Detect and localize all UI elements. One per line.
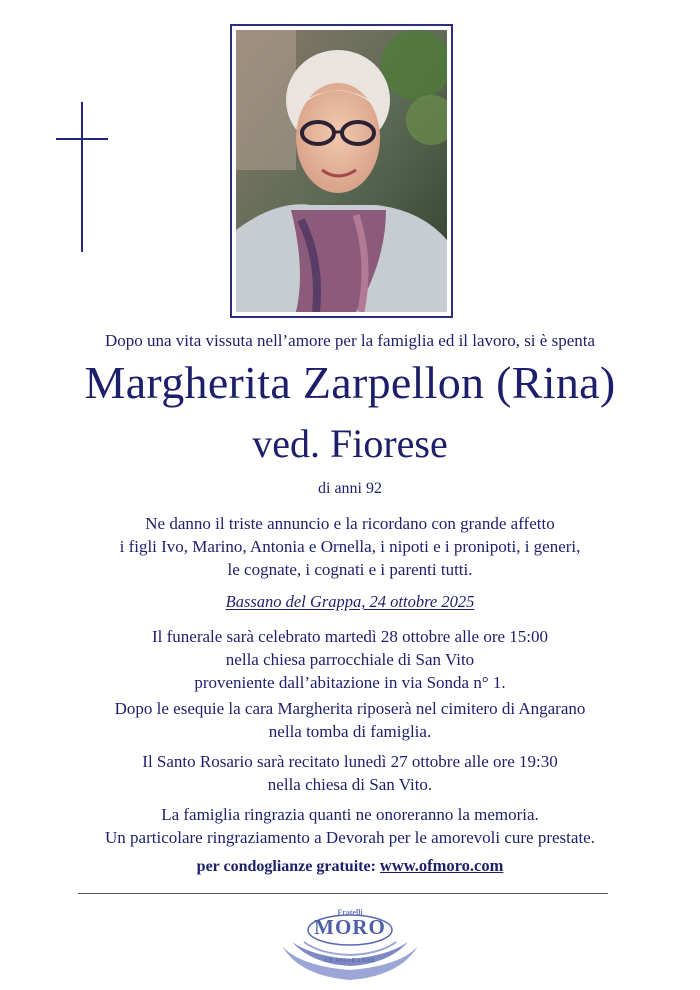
rosary-info: Il Santo Rosario sarà recitato lunedì 27 ottobre alle ore 19:30 nella chiesa di San Vito. bbox=[142, 752, 558, 794]
funeral-info: Il funerale sarà celebrato martedì 28 ottobre alle ore 15:00 nella chiesa parrocchiale di San Vito proveniente dall’abitazione in via Sonda n° 1. bbox=[151, 627, 548, 692]
burial-info: Dopo le esequie la cara Margherita riposerà nel cimitero di Angarano nella tomba di famiglia. bbox=[114, 699, 586, 741]
logo-name: MORO bbox=[314, 915, 386, 939]
date-place: Bassano del Grappa, 24 ottobre 2025 bbox=[225, 592, 475, 611]
logo-fratelli: Fratelli bbox=[337, 908, 363, 917]
widow-of: ved. Fiorese bbox=[252, 421, 448, 466]
portrait-photo-frame bbox=[230, 24, 453, 318]
age-text: di anni 92 bbox=[318, 480, 382, 497]
deceased-name: Margherita Zarpellon (Rina) bbox=[84, 357, 616, 408]
portrait-photo bbox=[236, 30, 447, 312]
divider bbox=[78, 893, 608, 894]
moro-logo bbox=[270, 902, 430, 986]
announcement: Ne danno il triste annuncio e la ricordano con grande affetto i figli Ivo, Marino, Antonia e Ornella, i nipoti e i pronipoti, i generi, le cognate, i cognati e i parenti tutti. bbox=[119, 514, 581, 579]
condolences-label: per condoglianze gratuite: bbox=[196, 858, 376, 875]
condolences-link[interactable]: www.ofmoro.com bbox=[379, 856, 504, 875]
cross-icon bbox=[56, 102, 108, 252]
logo-subtitle: LE ONORANZE bbox=[324, 957, 376, 964]
intro-text: Dopo una vita vissuta nell’amore per la famiglia ed il lavoro, si è spenta bbox=[104, 331, 596, 350]
thanks-text: La famiglia ringrazia quanti ne onoreranno la memoria. Un particolare ringraziamento a Devorah per le amorevoli cure prestate. bbox=[105, 805, 595, 847]
condolences-line bbox=[0, 856, 700, 876]
